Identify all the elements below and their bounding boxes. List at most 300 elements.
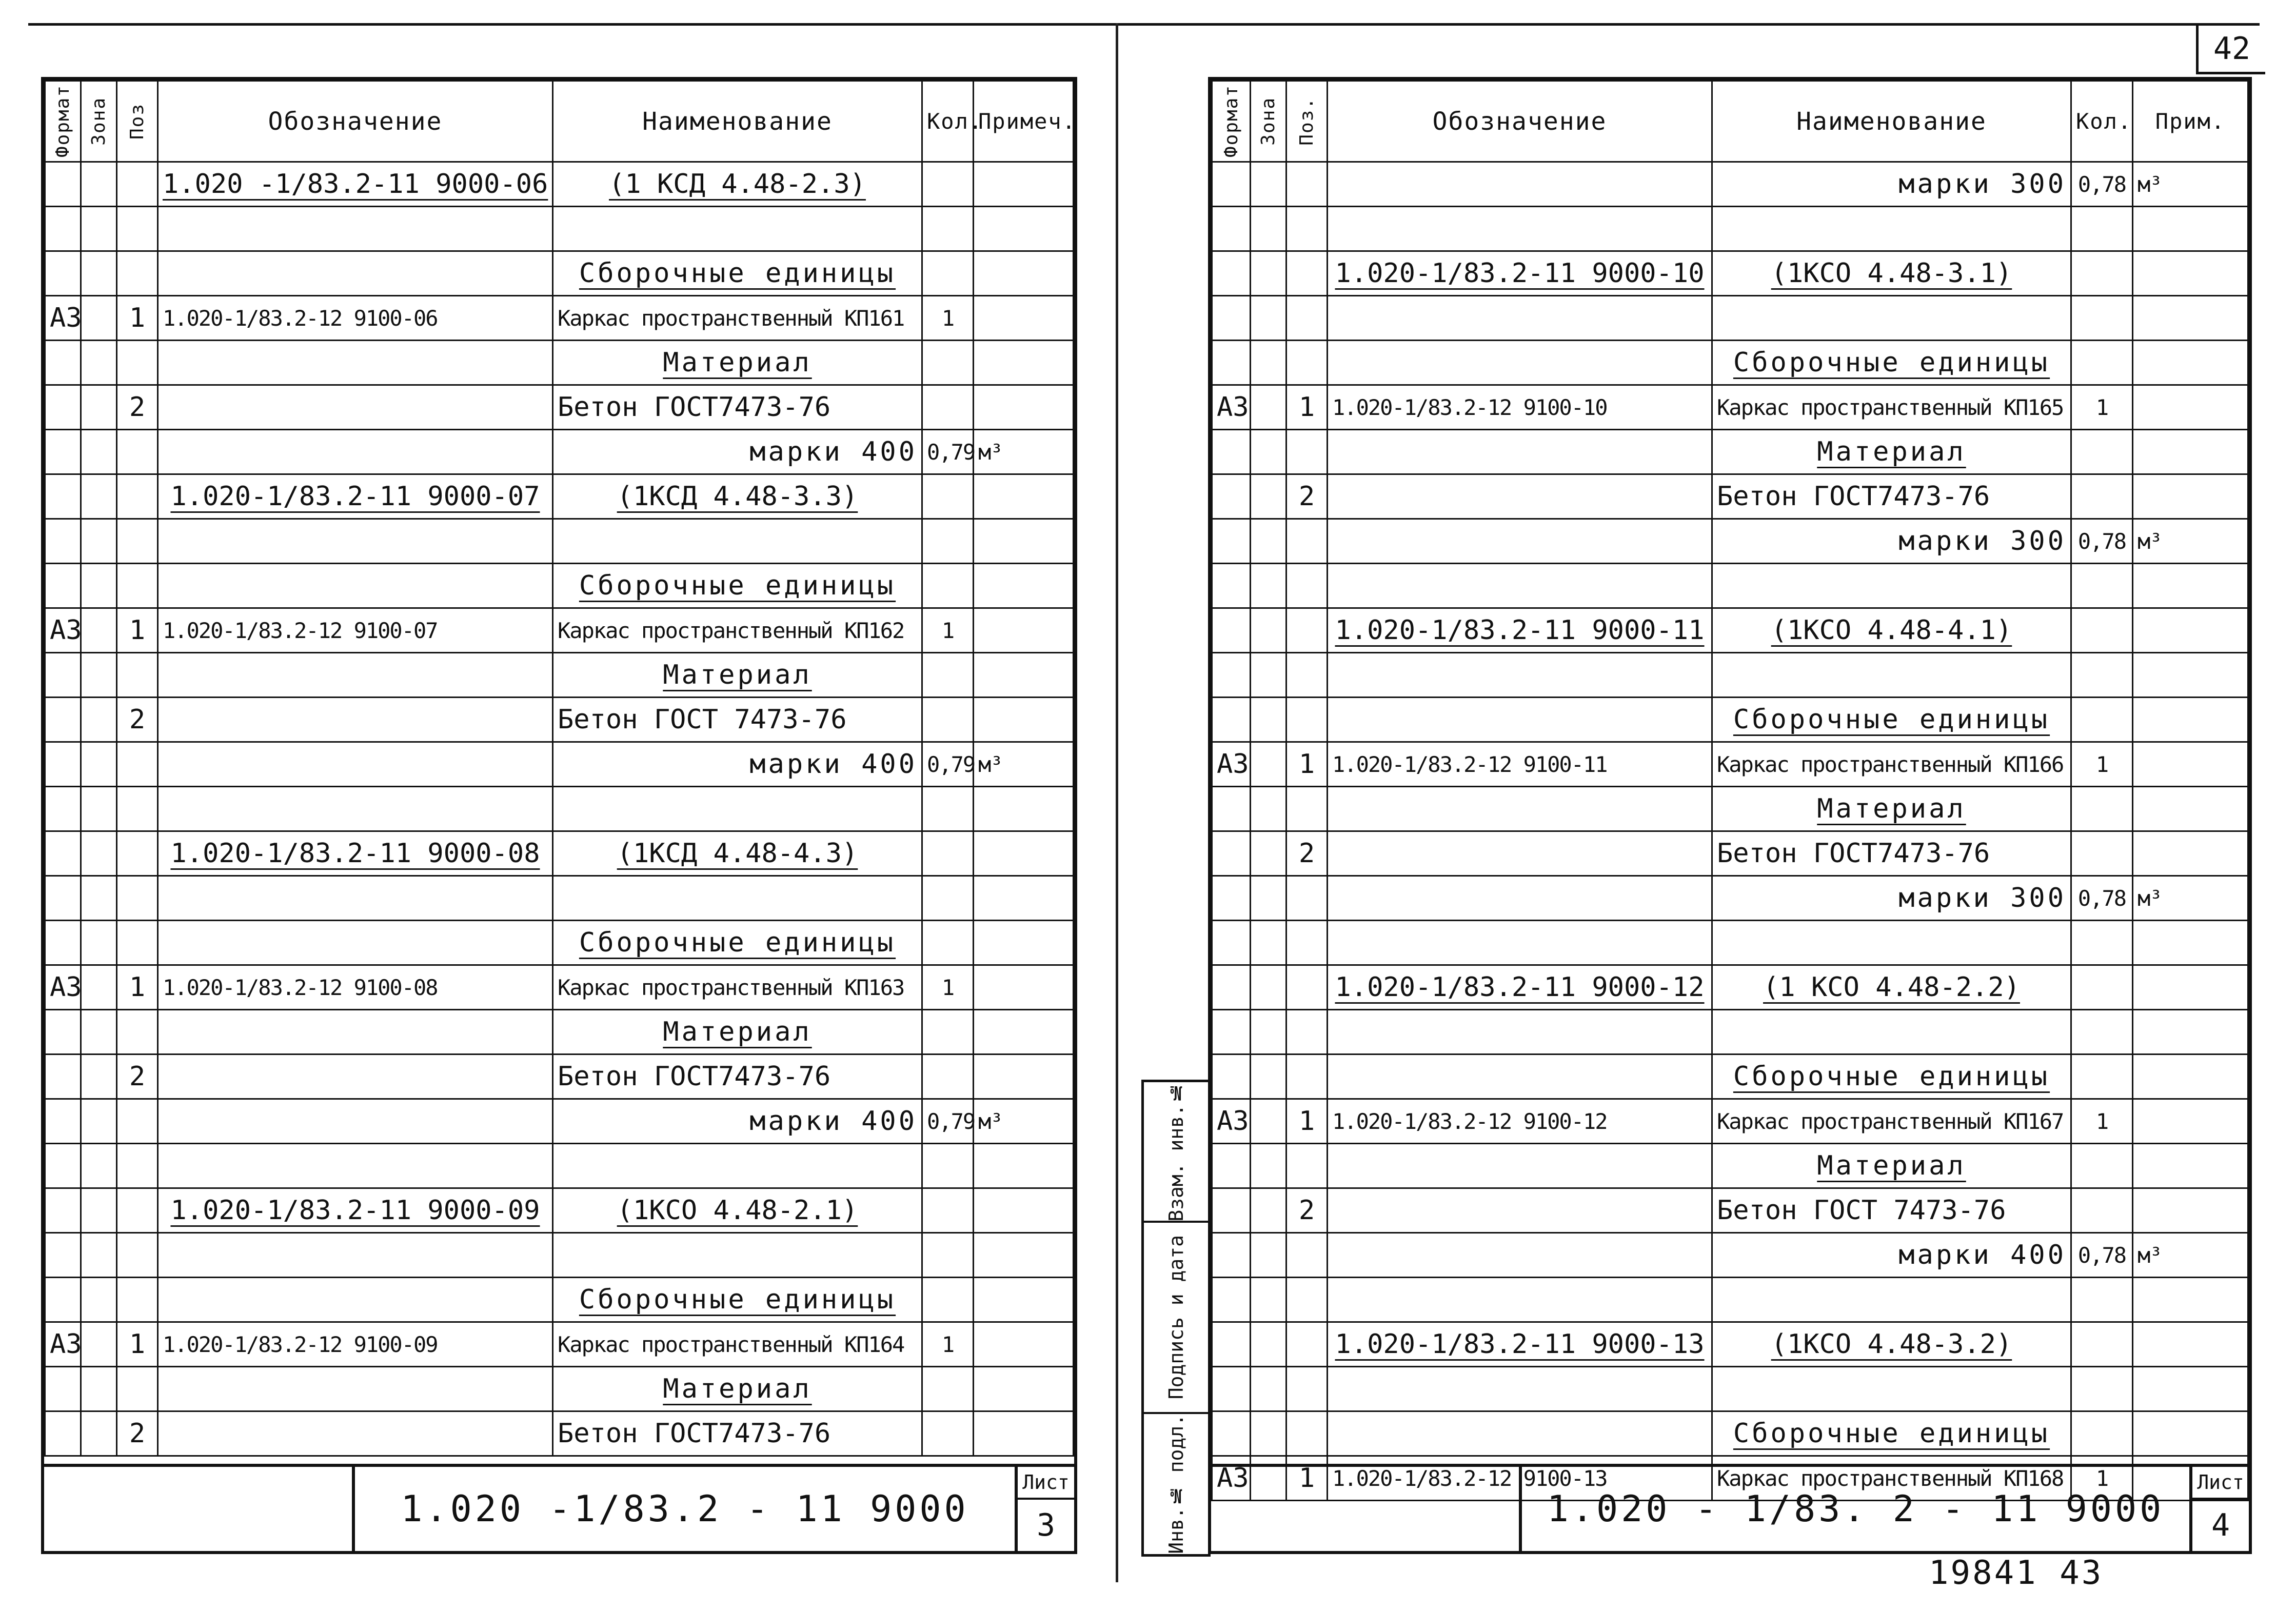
table-row xyxy=(1212,876,2248,921)
format-cell xyxy=(45,921,81,965)
note-cell xyxy=(974,787,1074,831)
name-cell xyxy=(553,519,922,564)
designation-cell xyxy=(1328,1233,1712,1278)
qty-cell xyxy=(922,787,974,831)
format-cell xyxy=(45,1099,81,1144)
qty-cell xyxy=(922,698,974,742)
name-cell: (1КСО 4.48-2.1) xyxy=(553,1188,922,1233)
name-cell: Материал xyxy=(553,341,922,385)
zone-cell xyxy=(1251,1278,1286,1322)
pos-cell xyxy=(1286,1055,1328,1099)
zone-cell xyxy=(1251,876,1286,921)
pos-cell: 1 xyxy=(1286,1099,1328,1144)
qty-cell xyxy=(2071,474,2133,519)
designation-cell: 1.020 -1/83.2-11 9000-06 xyxy=(158,162,553,207)
header-qty: Кол. xyxy=(2071,81,2133,162)
title-block-empty-cell xyxy=(1211,1467,1522,1551)
qty-cell: 0,79 xyxy=(922,742,974,787)
table-row xyxy=(1212,1411,2248,1456)
header-format-label: Формат xyxy=(52,85,73,158)
qty-cell xyxy=(2071,1010,2133,1055)
name-cell: Бетон ГОСТ7473-76 xyxy=(553,1055,922,1099)
zone-cell xyxy=(81,1322,117,1367)
qty-cell xyxy=(2071,831,2133,876)
format-cell xyxy=(1212,1322,1251,1367)
name-cell: марки 300 xyxy=(1712,876,2071,921)
zone-cell xyxy=(1251,742,1286,787)
format-cell xyxy=(1212,251,1251,296)
zone-cell xyxy=(81,1144,117,1188)
pos-cell: 1 xyxy=(1286,385,1328,430)
qty-cell: 1 xyxy=(922,965,974,1010)
table-row xyxy=(45,430,1074,474)
table-row xyxy=(1212,1099,2248,1144)
top-border-line xyxy=(28,23,2260,26)
header-zone-label: Зона xyxy=(88,97,109,146)
note-cell xyxy=(2133,1411,2248,1456)
zone-cell xyxy=(81,1010,117,1055)
zone-cell xyxy=(81,742,117,787)
note-cell xyxy=(2133,1188,2248,1233)
zone-cell xyxy=(81,1367,117,1411)
designation-cell xyxy=(158,921,553,965)
designation-cell: 1.020-1/83.2-11 9000-10 xyxy=(1328,251,1712,296)
name-cell: Каркас пространственный КП163 xyxy=(553,965,922,1010)
pos-cell xyxy=(117,564,158,608)
format-cell xyxy=(45,831,81,876)
zone-cell xyxy=(81,1055,117,1099)
format-cell xyxy=(1212,1188,1251,1233)
table-row xyxy=(45,1322,1074,1367)
format-cell xyxy=(45,1010,81,1055)
designation-cell: 1.020-1/83.2-11 9000-07 xyxy=(158,474,553,519)
name-cell: Бетон ГОСТ7473-76 xyxy=(1712,831,2071,876)
table-row xyxy=(1212,564,2248,608)
name-cell xyxy=(1712,207,2071,251)
format-cell: А3 xyxy=(1212,1099,1251,1144)
zone-cell xyxy=(81,1188,117,1233)
name-cell: Каркас пространственный КП164 xyxy=(553,1322,922,1367)
format-cell xyxy=(45,1411,81,1456)
format-cell xyxy=(1212,831,1251,876)
table-row xyxy=(1212,1367,2248,1411)
pos-cell: 1 xyxy=(117,608,158,653)
zone-cell xyxy=(1251,831,1286,876)
title-block-left xyxy=(44,1464,1074,1551)
format-cell xyxy=(1212,430,1251,474)
designation-cell xyxy=(1328,1188,1712,1233)
designation-cell: 1.020-1/83.2-12 9100-10 xyxy=(1328,385,1712,430)
name-cell xyxy=(1712,653,2071,698)
header-name: Наименование xyxy=(553,81,922,162)
name-cell: Сборочные единицы xyxy=(553,251,922,296)
table-row xyxy=(45,965,1074,1010)
pos-cell xyxy=(117,430,158,474)
name-cell: Материал xyxy=(1712,787,2071,831)
table-row xyxy=(1212,1188,2248,1233)
pos-cell xyxy=(1286,965,1328,1010)
name-cell: (1КСО 4.48-3.1) xyxy=(1712,251,2071,296)
designation-cell xyxy=(158,1055,553,1099)
qty-cell xyxy=(922,831,974,876)
format-cell xyxy=(45,1367,81,1411)
zone-cell xyxy=(81,1099,117,1144)
name-cell: Сборочные единицы xyxy=(1712,698,2071,742)
table-row xyxy=(45,876,1074,921)
designation-cell: 1.020-1/83.2-12 9100-08 xyxy=(158,965,553,1010)
side-stamp-label: Инв.№ подл. xyxy=(1164,1414,1187,1554)
sheet-label: Лист xyxy=(1018,1467,1074,1500)
note-cell xyxy=(974,965,1074,1010)
designation-cell xyxy=(158,876,553,921)
format-cell xyxy=(45,1144,81,1188)
format-cell xyxy=(1212,1055,1251,1099)
qty-cell: 1 xyxy=(2071,385,2133,430)
note-cell xyxy=(974,1055,1074,1099)
zone-cell xyxy=(81,564,117,608)
pos-cell xyxy=(1286,1411,1328,1456)
designation-cell: 1.020-1/83.2-12 9100-13 xyxy=(1328,1456,1712,1501)
header-format xyxy=(1212,81,1251,162)
pos-cell: 2 xyxy=(1286,831,1328,876)
qty-cell: 0,79 xyxy=(922,430,974,474)
qty-cell xyxy=(922,251,974,296)
name-cell: Материал xyxy=(1712,1144,2071,1188)
name-cell xyxy=(1712,296,2071,341)
header-pos-label: Поз xyxy=(127,103,148,140)
note-cell xyxy=(2133,564,2248,608)
format-cell xyxy=(1212,608,1251,653)
name-cell: Материал xyxy=(553,653,922,698)
designation-cell xyxy=(158,1010,553,1055)
name-cell: марки 400 xyxy=(553,742,922,787)
zone-cell xyxy=(81,831,117,876)
note-cell xyxy=(974,296,1074,341)
note-cell xyxy=(2133,474,2248,519)
designation-cell xyxy=(158,698,553,742)
format-cell: А3 xyxy=(1212,385,1251,430)
note-cell xyxy=(974,1322,1074,1367)
designation-cell xyxy=(1328,1010,1712,1055)
note-cell xyxy=(2133,787,2248,831)
qty-cell xyxy=(922,1411,974,1456)
name-cell: Бетон ГОСТ7473-76 xyxy=(1712,474,2071,519)
table-row xyxy=(45,1055,1074,1099)
designation-cell xyxy=(1328,876,1712,921)
note-cell xyxy=(2133,296,2248,341)
note-cell: м³ xyxy=(2133,519,2248,564)
pos-cell xyxy=(1286,876,1328,921)
designation-cell: 1.020-1/83.2-12 9100-06 xyxy=(158,296,553,341)
zone-cell xyxy=(1251,1233,1286,1278)
table-row xyxy=(45,1411,1074,1456)
table-row xyxy=(45,831,1074,876)
format-cell xyxy=(1212,1367,1251,1411)
format-cell xyxy=(45,251,81,296)
note-cell xyxy=(974,653,1074,698)
format-cell xyxy=(1212,162,1251,207)
note-cell xyxy=(974,1188,1074,1233)
format-cell xyxy=(45,698,81,742)
designation-cell xyxy=(158,1099,553,1144)
pos-cell: 2 xyxy=(1286,474,1328,519)
pos-cell: 2 xyxy=(117,1411,158,1456)
note-cell: м³ xyxy=(974,1099,1074,1144)
side-stamp-signature-date xyxy=(1144,1223,1208,1414)
format-cell xyxy=(45,1233,81,1278)
table-row xyxy=(45,385,1074,430)
table-row xyxy=(45,564,1074,608)
format-cell: А3 xyxy=(1212,1456,1251,1501)
name-cell xyxy=(1712,1010,2071,1055)
table-row xyxy=(45,474,1074,519)
note-cell xyxy=(2133,1322,2248,1367)
side-stamp-label: Взам. инв.№ xyxy=(1164,1081,1187,1222)
qty-cell xyxy=(922,564,974,608)
name-cell xyxy=(553,876,922,921)
table-row xyxy=(45,608,1074,653)
note-cell xyxy=(2133,385,2248,430)
pos-cell xyxy=(117,1188,158,1233)
table-row xyxy=(1212,787,2248,831)
zone-cell xyxy=(81,430,117,474)
pos-cell xyxy=(1286,653,1328,698)
designation-cell xyxy=(158,564,553,608)
zone-cell xyxy=(1251,1099,1286,1144)
pos-cell xyxy=(1286,1010,1328,1055)
format-cell xyxy=(45,1188,81,1233)
note-cell xyxy=(974,608,1074,653)
qty-cell xyxy=(2071,430,2133,474)
zone-cell xyxy=(81,876,117,921)
qty-cell: 0,78 xyxy=(2071,162,2133,207)
format-cell xyxy=(45,162,81,207)
table-row xyxy=(45,1188,1074,1233)
zone-cell xyxy=(1251,430,1286,474)
designation-cell xyxy=(158,430,553,474)
table-row xyxy=(45,1144,1074,1188)
qty-cell: 1 xyxy=(2071,1456,2133,1501)
pos-cell: 1 xyxy=(117,296,158,341)
format-cell xyxy=(1212,787,1251,831)
format-cell xyxy=(1212,1010,1251,1055)
side-stamp-replace-inv xyxy=(1144,1082,1208,1223)
zone-cell xyxy=(1251,519,1286,564)
side-stamp-inv-original xyxy=(1144,1414,1208,1554)
designation-cell: 1.020-1/83.2-11 9000-09 xyxy=(158,1188,553,1233)
designation-cell xyxy=(1328,341,1712,385)
designation-cell: 1.020-1/83.2-11 9000-11 xyxy=(1328,608,1712,653)
pos-cell xyxy=(1286,1322,1328,1367)
zone-cell xyxy=(1251,1010,1286,1055)
name-cell: Бетон ГОСТ 7473-76 xyxy=(553,698,922,742)
note-cell xyxy=(974,1233,1074,1278)
format-cell xyxy=(1212,965,1251,1010)
table-row xyxy=(1212,251,2248,296)
pos-cell xyxy=(117,1099,158,1144)
qty-cell xyxy=(2071,1188,2133,1233)
designation-cell xyxy=(158,1411,553,1456)
designation-cell xyxy=(1328,698,1712,742)
name-cell xyxy=(553,1144,922,1188)
pos-cell: 2 xyxy=(1286,1188,1328,1233)
format-cell xyxy=(45,1055,81,1099)
note-cell xyxy=(974,1144,1074,1188)
table-row xyxy=(1212,1055,2248,1099)
note-cell xyxy=(2133,430,2248,474)
name-cell: (1КСО 4.48-3.2) xyxy=(1712,1322,2071,1367)
designation-cell: 1.020-1/83.2-11 9000-12 xyxy=(1328,965,1712,1010)
name-cell: Бетон ГОСТ 7473-76 xyxy=(1712,1188,2071,1233)
zone-cell xyxy=(81,1233,117,1278)
sheet-box xyxy=(2189,1467,2249,1551)
designation-cell xyxy=(158,1233,553,1278)
designation-cell xyxy=(158,519,553,564)
zone-cell xyxy=(1251,385,1286,430)
zone-cell xyxy=(81,251,117,296)
zone-cell xyxy=(1251,341,1286,385)
format-cell: А3 xyxy=(45,965,81,1010)
pos-cell xyxy=(117,162,158,207)
table-row xyxy=(1212,831,2248,876)
note-cell xyxy=(2133,653,2248,698)
format-cell xyxy=(45,1278,81,1322)
pos-cell: 1 xyxy=(117,965,158,1010)
table-row xyxy=(1212,385,2248,430)
note-cell xyxy=(974,1411,1074,1456)
designation-cell xyxy=(158,385,553,430)
zone-cell xyxy=(1251,1055,1286,1099)
qty-cell xyxy=(922,341,974,385)
format-cell xyxy=(1212,921,1251,965)
table-row xyxy=(45,1367,1074,1411)
designation-cell xyxy=(1328,296,1712,341)
name-cell: Сборочные единицы xyxy=(553,564,922,608)
table-row xyxy=(1212,698,2248,742)
format-cell: А3 xyxy=(1212,742,1251,787)
note-cell xyxy=(2133,831,2248,876)
note-cell xyxy=(974,162,1074,207)
qty-cell xyxy=(2071,1055,2133,1099)
note-cell xyxy=(2133,965,2248,1010)
designation-cell: 1.020-1/83.2-12 9100-12 xyxy=(1328,1099,1712,1144)
designation-cell: 1.020-1/83.2-12 9100-09 xyxy=(158,1322,553,1367)
name-cell: (1КСО 4.48-4.1) xyxy=(1712,608,2071,653)
name-cell xyxy=(553,1233,922,1278)
pos-cell xyxy=(1286,564,1328,608)
qty-cell xyxy=(922,1188,974,1233)
table-row xyxy=(45,519,1074,564)
format-cell xyxy=(1212,876,1251,921)
table-row xyxy=(1212,1144,2248,1188)
designation-cell xyxy=(158,341,553,385)
table-row xyxy=(1212,341,2248,385)
designation-cell xyxy=(158,653,553,698)
note-cell xyxy=(974,519,1074,564)
table-row xyxy=(45,251,1074,296)
name-cell: марки 400 xyxy=(553,1099,922,1144)
header-note: Примеч. xyxy=(974,81,1074,162)
note-cell xyxy=(2133,698,2248,742)
format-cell: А3 xyxy=(45,608,81,653)
table-header xyxy=(1212,81,2248,162)
sheet-number: 3 xyxy=(1036,1507,1056,1543)
zone-cell xyxy=(81,207,117,251)
note-cell xyxy=(974,831,1074,876)
note-cell xyxy=(2133,1099,2248,1144)
pos-cell xyxy=(1286,1233,1328,1278)
name-cell: Каркас пространственный КП161 xyxy=(553,296,922,341)
pos-cell xyxy=(117,1367,158,1411)
designation-cell xyxy=(1328,207,1712,251)
table-row xyxy=(45,1233,1074,1278)
zone-cell xyxy=(1251,207,1286,251)
designation-cell xyxy=(1328,921,1712,965)
table-row xyxy=(1212,1233,2248,1278)
name-cell: (1 КСД 4.48-2.3) xyxy=(553,162,922,207)
note-cell: м³ xyxy=(2133,876,2248,921)
format-cell xyxy=(1212,341,1251,385)
pos-cell xyxy=(117,251,158,296)
zone-cell xyxy=(81,653,117,698)
qty-cell xyxy=(2071,1411,2133,1456)
table-row xyxy=(45,742,1074,787)
document-code: 1.020 -1/83.2 - 11 9000 xyxy=(401,1488,969,1530)
zone-cell xyxy=(1251,1188,1286,1233)
table-row xyxy=(45,1278,1074,1322)
name-cell xyxy=(1712,921,2071,965)
qty-cell xyxy=(922,1367,974,1411)
qty-cell xyxy=(922,207,974,251)
note-cell: м³ xyxy=(2133,162,2248,207)
spec-table-right xyxy=(1211,80,2249,1501)
qty-cell xyxy=(2071,608,2133,653)
format-cell xyxy=(1212,474,1251,519)
designation-cell xyxy=(1328,474,1712,519)
table-row xyxy=(1212,1322,2248,1367)
designation-cell xyxy=(1328,430,1712,474)
table-row xyxy=(45,698,1074,742)
name-cell: Сборочные единицы xyxy=(1712,341,2071,385)
name-cell xyxy=(1712,564,2071,608)
format-cell xyxy=(1212,698,1251,742)
qty-cell xyxy=(2071,787,2133,831)
pos-cell xyxy=(1286,162,1328,207)
header-qty: Кол. xyxy=(922,81,974,162)
note-cell xyxy=(974,385,1074,430)
page-number: 42 xyxy=(2196,26,2265,74)
pos-cell xyxy=(117,519,158,564)
pos-cell xyxy=(117,787,158,831)
name-cell: Каркас пространственный КП162 xyxy=(553,608,922,653)
zone-cell xyxy=(81,921,117,965)
table-row xyxy=(1212,519,2248,564)
zone-cell xyxy=(1251,787,1286,831)
qty-cell xyxy=(2071,1278,2133,1322)
pos-cell xyxy=(117,1278,158,1322)
designation-cell xyxy=(158,742,553,787)
pos-cell xyxy=(1286,921,1328,965)
qty-cell xyxy=(922,162,974,207)
pos-cell: 1 xyxy=(117,1322,158,1367)
pos-cell xyxy=(117,207,158,251)
note-cell xyxy=(2133,742,2248,787)
archive-number: 19841 43 xyxy=(1929,1554,2104,1592)
note-cell xyxy=(974,341,1074,385)
header-pos xyxy=(117,81,158,162)
zone-cell xyxy=(1251,564,1286,608)
name-cell xyxy=(553,787,922,831)
